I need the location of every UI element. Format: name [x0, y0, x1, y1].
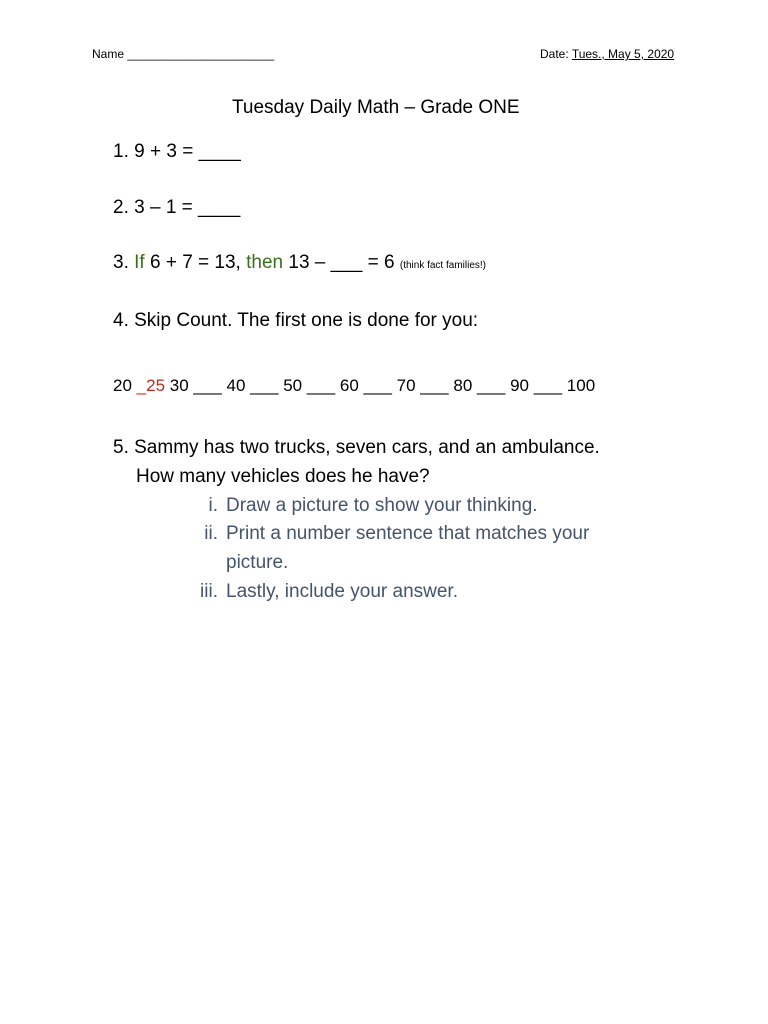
name-field — [92, 47, 274, 61]
name-blank: ______________________ — [127, 47, 275, 61]
q3-number: 3. — [113, 252, 129, 273]
q3-equation-1: 6 + 7 = 13, — [149, 252, 241, 273]
question-5-line-2: How many vehicles does he have? — [136, 466, 430, 487]
q5-step-1-text: Draw a picture to show your thinking. — [226, 495, 538, 516]
page-title: Tuesday Daily Math – Grade ONE — [232, 97, 520, 118]
question-1: 1. 9 + 3 = ____ — [113, 141, 241, 162]
skip-count-example: _25 — [136, 376, 166, 395]
q5-step-2-text: Print a number sentence that matches your — [226, 523, 590, 544]
q5-step-2-continued — [188, 551, 288, 575]
question-4: 4. Skip Count. The first one is done for you: — [113, 310, 479, 331]
question-5-line-1: 5. Sammy has two trucks, seven cars, and an ambulance. — [113, 437, 600, 458]
skip-count-blanks: 30 ___ 40 ___ 50 ___ 60 ___ 70 ___ 80 ___ 90 ___ 100 — [169, 376, 596, 395]
q5-step-2-number: ii. — [204, 523, 218, 544]
q5-step-1-number: i. — [208, 495, 218, 516]
question-2: 2. 3 – 1 = ____ — [113, 197, 241, 218]
q5-step-1 — [188, 494, 538, 518]
name-label: Name — [92, 47, 125, 61]
q5-step-2 — [188, 522, 589, 546]
q3-if-word: If — [134, 252, 145, 273]
skip-count-start: 20 — [113, 376, 132, 395]
q5-step-2b-text: picture. — [226, 552, 289, 573]
q5-step-3-text: Lastly, include your answer. — [226, 581, 458, 602]
q3-then-word: then — [246, 252, 284, 273]
question-3 — [113, 251, 486, 278]
q3-hint: (think fact families!) — [399, 260, 486, 271]
q5-step-3 — [188, 580, 458, 604]
date-value: Tues., May 5, 2020 — [571, 47, 675, 61]
date-field — [540, 47, 674, 61]
q3-equation-2: 13 – ___ = 6 — [288, 252, 395, 273]
date-label: Date: — [540, 47, 569, 61]
q5-step-3-number: iii. — [200, 581, 218, 602]
skip-count-row — [113, 376, 595, 396]
